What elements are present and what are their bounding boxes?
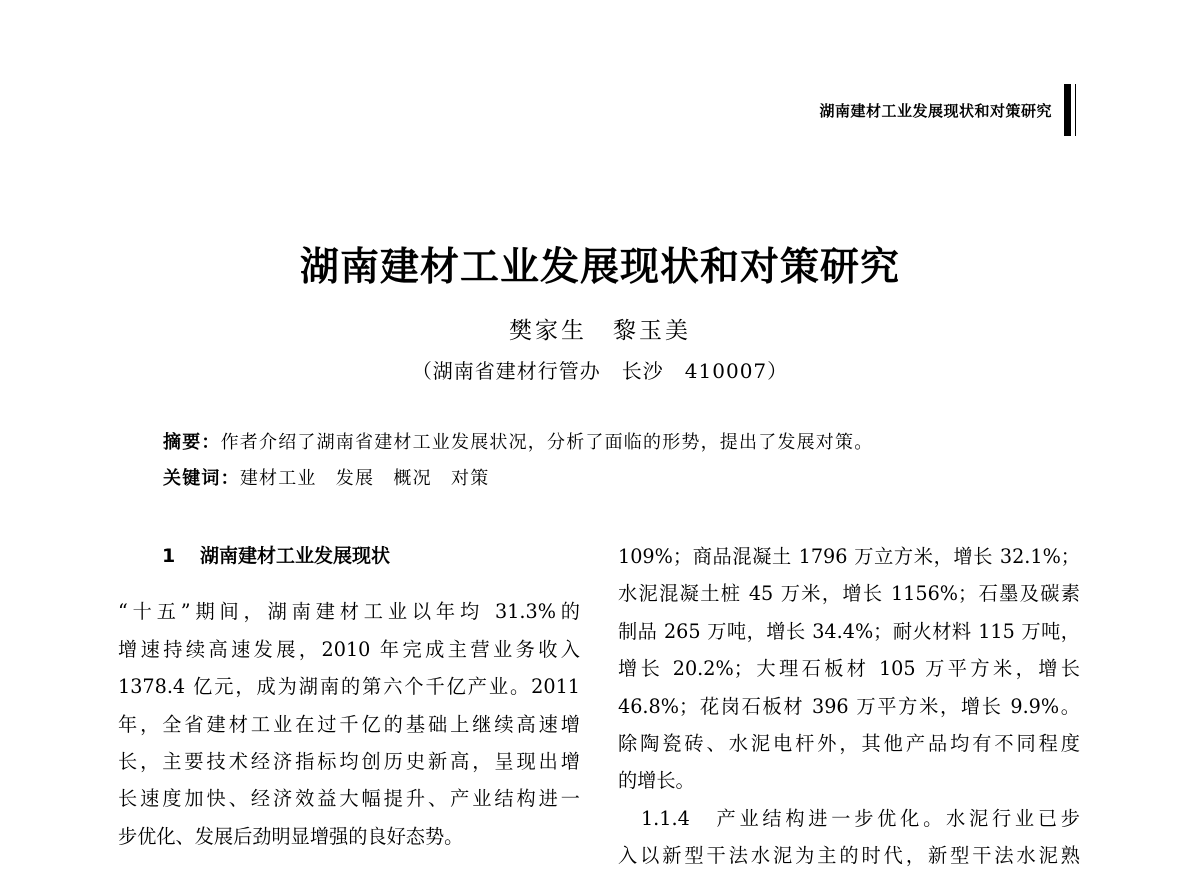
body-line: 46.8%；花岗石板材 396 万平方米，增长 9.9%。 bbox=[618, 694, 1080, 718]
section-heading bbox=[118, 538, 580, 575]
abstract bbox=[163, 428, 873, 454]
keywords bbox=[163, 464, 489, 490]
body-line: 年，全省建材工业在过千亿的基础上继续高速增 bbox=[118, 712, 580, 736]
section-number: 1 bbox=[162, 545, 176, 567]
body-line: 除陶瓷砖、水泥电杆外，其他产品均有不同程度 bbox=[618, 732, 1080, 756]
affiliation: （湖南省建材行管办 长沙 410007） bbox=[411, 359, 789, 383]
body-line: 步优化、发展后劲明显增强的良好态势。 bbox=[118, 824, 464, 848]
authors: 樊家生 黎玉美 bbox=[509, 318, 691, 344]
keywords-label: 关键词： bbox=[163, 468, 240, 489]
body-line: 长速度加快、经济效益大幅提升、产业结构进一 bbox=[118, 787, 580, 811]
body-line: 水泥混凝土桩 45 万米，增长 1156%；石墨及碳素 bbox=[618, 582, 1080, 606]
body-line: 109%；商品混凝土 1796 万立方米，增长 32.1%； bbox=[618, 545, 1080, 568]
keywords-text: 建材工业 发展 概况 对策 bbox=[239, 468, 490, 489]
abstract-text: 作者介绍了湖南省建材工业发展状况，分析了面临的形势，提出了发展对策。 bbox=[220, 432, 874, 453]
body-line: 长，主要技术经济指标均创历史新高，呈现出增 bbox=[118, 750, 580, 774]
body-line: 1378.4 亿元，成为湖南的第六个千亿产业。2011 bbox=[118, 675, 580, 699]
header-rule-thick bbox=[1064, 84, 1071, 136]
running-header: 湖南建材工业发展现状和对策研究 bbox=[819, 102, 1052, 120]
body-line: 增速持续高速发展，2010 年完成主营业务收入 bbox=[118, 637, 580, 661]
header-rule-thin bbox=[1075, 84, 1076, 136]
body-line: 的增长。 bbox=[618, 769, 695, 793]
body-line: 增长 20.2%；大理石板材 105 万平方米，增长 bbox=[618, 657, 1080, 681]
body-line: “十五”期间，湖南建材工业以年均 31.3%的 bbox=[118, 600, 580, 624]
right-column bbox=[618, 538, 1080, 875]
paper-title: 湖南建材工业发展现状和对策研究 bbox=[299, 245, 900, 290]
abstract-label: 摘要： bbox=[163, 432, 221, 453]
body-line: 制品 265 万吨，增长 34.4%；耐火材料 115 万吨， bbox=[618, 619, 1080, 643]
section-title: 湖南建材工业发展现状 bbox=[200, 545, 391, 567]
body-line: 1.1.4 产业结构进一步优化。水泥行业已步 bbox=[618, 806, 1080, 830]
left-column bbox=[118, 538, 580, 855]
body-line: 入以新型干法水泥为主的时代，新型干法水泥熟 bbox=[618, 844, 1080, 868]
